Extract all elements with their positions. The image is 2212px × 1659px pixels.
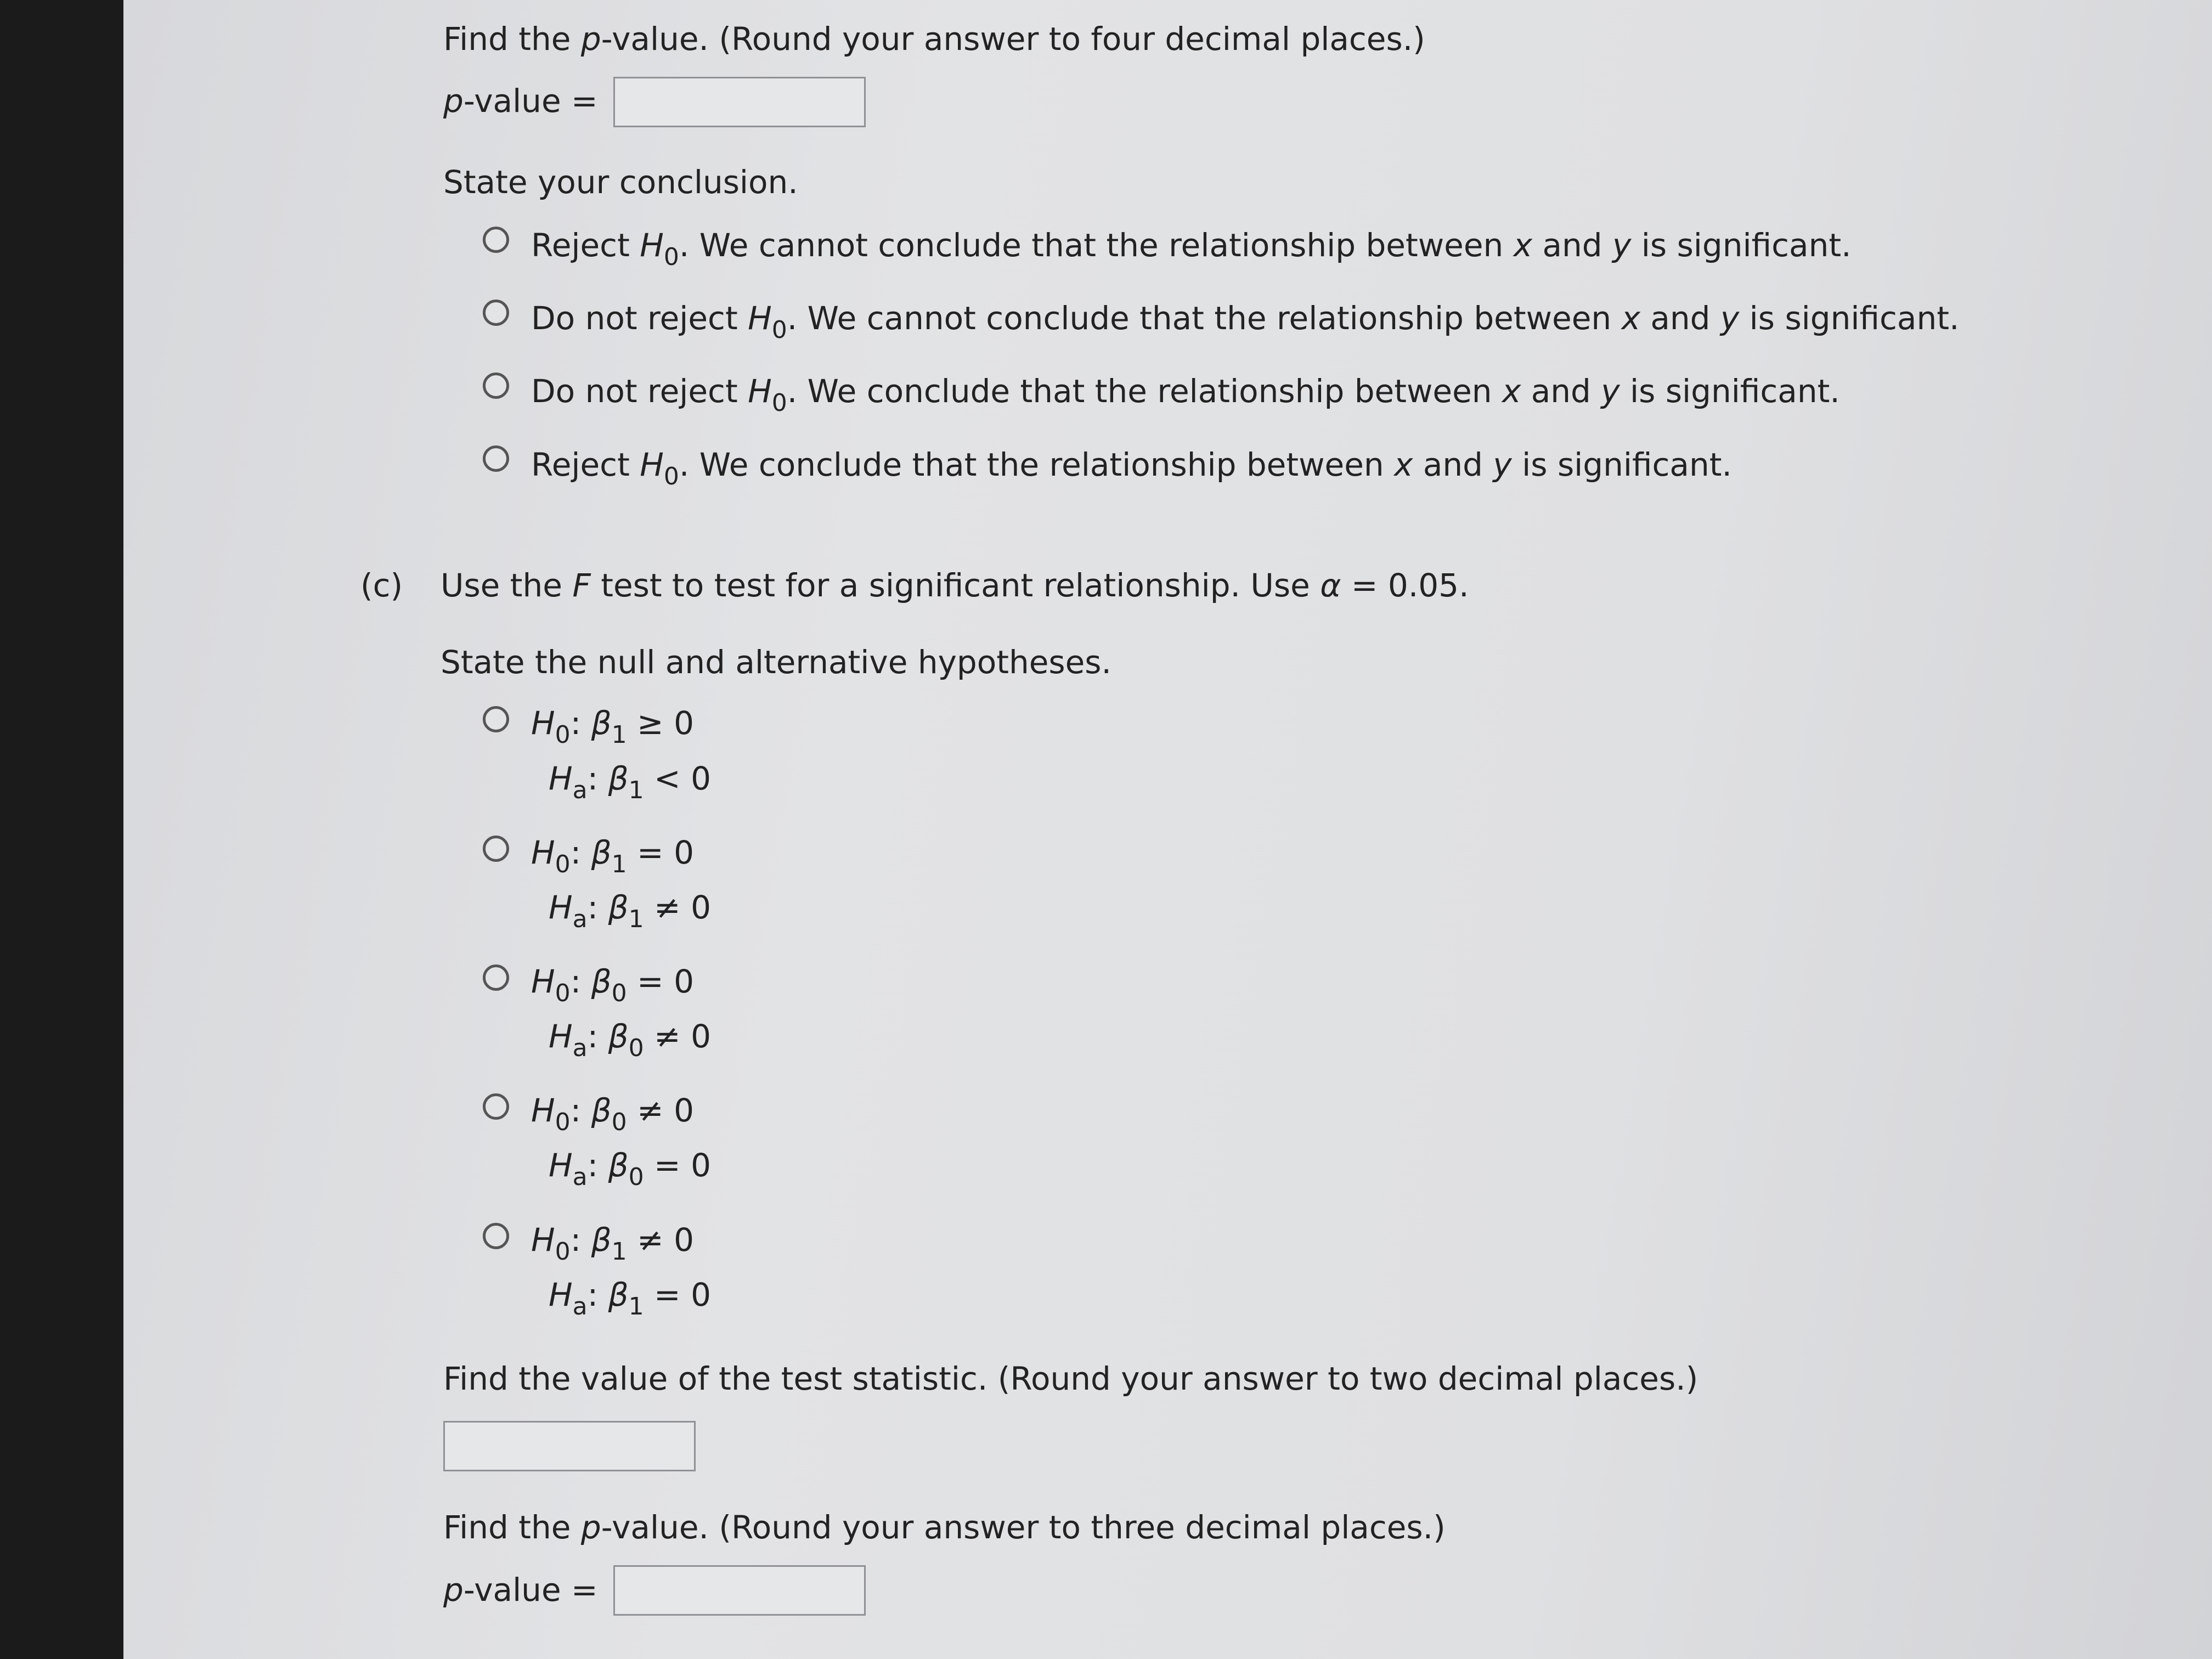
alternative-hypothesis: $H_a$: $\beta_1 = 0$: [549, 1276, 711, 1321]
conclusion-prompt: State your conclusion.: [443, 163, 798, 201]
pvalue-prompt-b: Find the p-value. (Round your answer to four decimal places.): [443, 20, 1425, 58]
conclusion-option-label: Do not reject $H_0$. We conclude that the relationship between x and y is significant.: [531, 373, 1840, 417]
alternative-hypothesis: $H_a$: $\beta_0 \ne 0$: [549, 1018, 711, 1062]
radio-button[interactable]: [483, 706, 509, 732]
pvalue-label-b: p-value =: [443, 82, 598, 120]
test-statistic-input[interactable]: [443, 1421, 696, 1471]
null-hypothesis: $H_0$: $\beta_1 \ne 0$: [531, 1221, 694, 1266]
pvalue-input-b[interactable]: [613, 77, 866, 127]
radio-button[interactable]: [483, 373, 509, 399]
radio-button[interactable]: [483, 445, 509, 472]
radio-button[interactable]: [483, 836, 509, 862]
radio-button[interactable]: [483, 964, 509, 991]
part-label-c: (c): [360, 567, 403, 604]
test-statistic-prompt: Find the value of the test statistic. (Round your answer to two decimal places.): [443, 1360, 1699, 1397]
question-page: [123, 0, 2212, 1659]
radio-button[interactable]: [483, 1093, 509, 1120]
radio-button[interactable]: [483, 227, 509, 253]
alternative-hypothesis: $H_a$: $\beta_0 = 0$: [549, 1147, 711, 1191]
hypotheses-prompt: State the null and alternative hypotheses.: [441, 644, 1111, 681]
radio-button[interactable]: [483, 300, 509, 326]
pvalue-label-c: p-value =: [443, 1571, 598, 1609]
conclusion-option-label: Do not reject $H_0$. We cannot conclude that the relationship between x and y is significant.: [531, 300, 1960, 344]
radio-button[interactable]: [483, 1223, 509, 1249]
alternative-hypothesis: $H_a$: $\beta_1 < 0$: [549, 760, 711, 804]
null-hypothesis: $H_0$: $\beta_0 = 0$: [531, 963, 694, 1007]
pvalue-input-c[interactable]: [613, 1565, 866, 1616]
null-hypothesis: $H_0$: $\beta_1 \ge 0$: [531, 704, 694, 749]
null-hypothesis: $H_0$: $\beta_1 = 0$: [531, 834, 694, 878]
conclusion-option-label: Reject $H_0$. We cannot conclude that the relationship between x and y is significant.: [531, 227, 1852, 271]
null-hypothesis: $H_0$: $\beta_0 \ne 0$: [531, 1092, 694, 1136]
conclusion-option-label: Reject $H_0$. We conclude that the relationship between x and y is significant.: [531, 446, 1732, 490]
instruction-c: Use the F test to test for a significant relationship. Use α = 0.05.: [441, 567, 1469, 604]
pvalue-prompt-c: Find the p-value. (Round your answer to three decimal places.): [443, 1509, 1446, 1546]
alternative-hypothesis: $H_a$: $\beta_1 \ne 0$: [549, 889, 711, 933]
